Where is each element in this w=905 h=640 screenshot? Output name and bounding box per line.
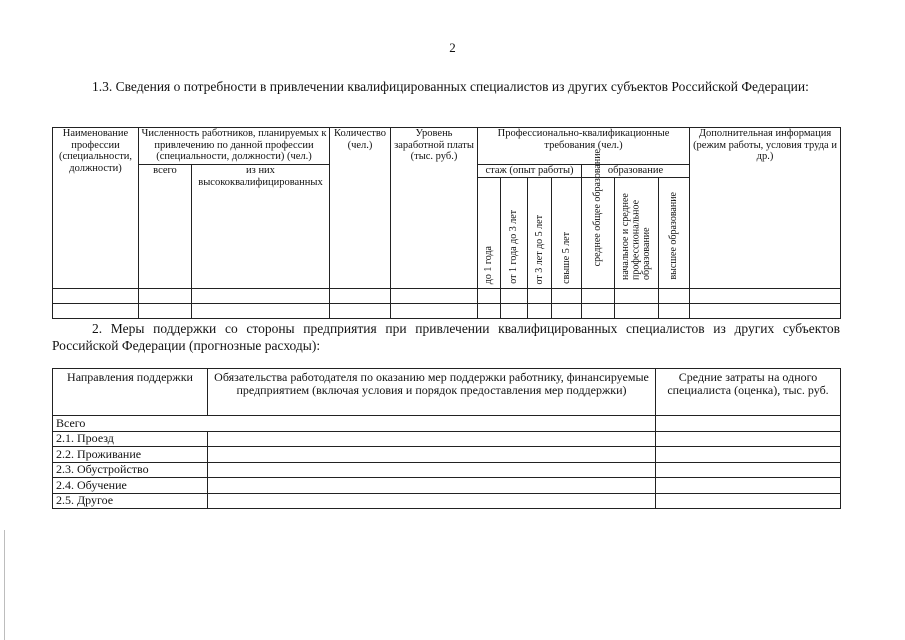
row-label: Всего (53, 416, 656, 432)
cell (615, 304, 659, 319)
cell (139, 289, 192, 304)
cell (582, 304, 615, 319)
label: начальное и среднее профессиональное образование (619, 193, 652, 280)
cell (330, 289, 391, 304)
cell (192, 304, 330, 319)
col-quantity: Количество (чел.) (330, 128, 391, 289)
col-requirements: Профессионально-квалификационные требования (чел.) (478, 128, 690, 165)
cell (656, 431, 841, 447)
table-row (53, 462, 841, 478)
cell (528, 289, 552, 304)
cell (391, 304, 478, 319)
col-experience: стаж (опыт работы) (478, 165, 582, 178)
label: до 1 года (482, 245, 494, 284)
cell (208, 462, 656, 478)
cell (139, 304, 192, 319)
cell (656, 493, 841, 509)
cell (501, 289, 528, 304)
cell (192, 289, 330, 304)
table-row (53, 478, 841, 494)
col-headcount: Численность работников, планируемых к привлечению по данной профессии (специальности, должности) (чел.) (139, 128, 330, 165)
cell (53, 304, 139, 319)
cell (501, 304, 528, 319)
cell (53, 289, 139, 304)
label: свыше 5 лет (560, 232, 572, 284)
cell (208, 431, 656, 447)
section-2-heading: 2. Меры поддержки со стороны предприятия при привлечении квалифицированных специалистов из других субъектов Российской Федерации (прогнозные расходы): (52, 321, 840, 353)
cell (690, 304, 841, 319)
table-row (53, 431, 841, 447)
cell (656, 447, 841, 463)
cell (552, 289, 582, 304)
label: высшее образование (667, 192, 679, 280)
label: от 1 года до 3 лет (507, 210, 519, 284)
label: среднее общее образование (591, 148, 603, 266)
specialists-demand-table (52, 127, 841, 319)
col-profession: Наименование профессии (специальности, должности) (53, 128, 139, 289)
col-exp-1-3 (501, 178, 528, 289)
row-label: 2.1. Проезд (53, 431, 208, 447)
col-direction: Направления поддержки (53, 369, 208, 416)
cell (528, 304, 552, 319)
table-row (53, 289, 841, 304)
scan-edge-line (4, 530, 5, 640)
cell (659, 304, 690, 319)
cell (615, 289, 659, 304)
table-row (53, 447, 841, 463)
table-row (53, 304, 841, 319)
col-salary: Уровень заработной платы (тыс. руб.) (391, 128, 478, 289)
col-obligations: Обязательства работодателя по оказанию мер поддержки работнику, финансируемые предприятием (включая условия и порядок предоставления мер поддержки) (208, 369, 656, 416)
cell (391, 289, 478, 304)
section-1-3-heading: 1.3. Сведения о потребности в привлечении квалифицированных специалистов из других субъектов Российской Федерации: (92, 79, 809, 94)
cell (656, 478, 841, 494)
row-label: 2.2. Проживание (53, 447, 208, 463)
col-additional: Дополнительная информация (режим работы, условия труда и др.) (690, 128, 841, 289)
cell (656, 462, 841, 478)
table-row (53, 493, 841, 509)
col-costs: Средние затраты на одного специалиста (оценка), тыс. руб. (656, 369, 841, 416)
col-exp-under-1 (478, 178, 501, 289)
cell (208, 447, 656, 463)
page-number: 2 (449, 40, 456, 55)
row-label: 2.5. Другое (53, 493, 208, 509)
col-highly-qualified: из них высококвалифицированных (192, 165, 330, 289)
cell (582, 289, 615, 304)
row-label: 2.4. Обучение (53, 478, 208, 494)
col-exp-over-5 (552, 178, 582, 289)
cell (656, 416, 841, 432)
support-measures-table (52, 368, 841, 509)
cell (330, 304, 391, 319)
cell (690, 289, 841, 304)
col-exp-3-5 (528, 178, 552, 289)
col-edu-vocational (615, 178, 659, 289)
cell (478, 289, 501, 304)
col-edu-general (582, 148, 615, 289)
cell (208, 478, 656, 494)
col-edu-higher (659, 178, 690, 289)
col-education: образование (582, 165, 690, 178)
row-label: 2.3. Обустройство (53, 462, 208, 478)
cell (552, 304, 582, 319)
table-row (53, 416, 841, 432)
cell (659, 289, 690, 304)
col-total: всего (139, 165, 192, 289)
cell (478, 304, 501, 319)
cell (208, 493, 656, 509)
label: от 3 лет до 5 лет (533, 214, 545, 284)
